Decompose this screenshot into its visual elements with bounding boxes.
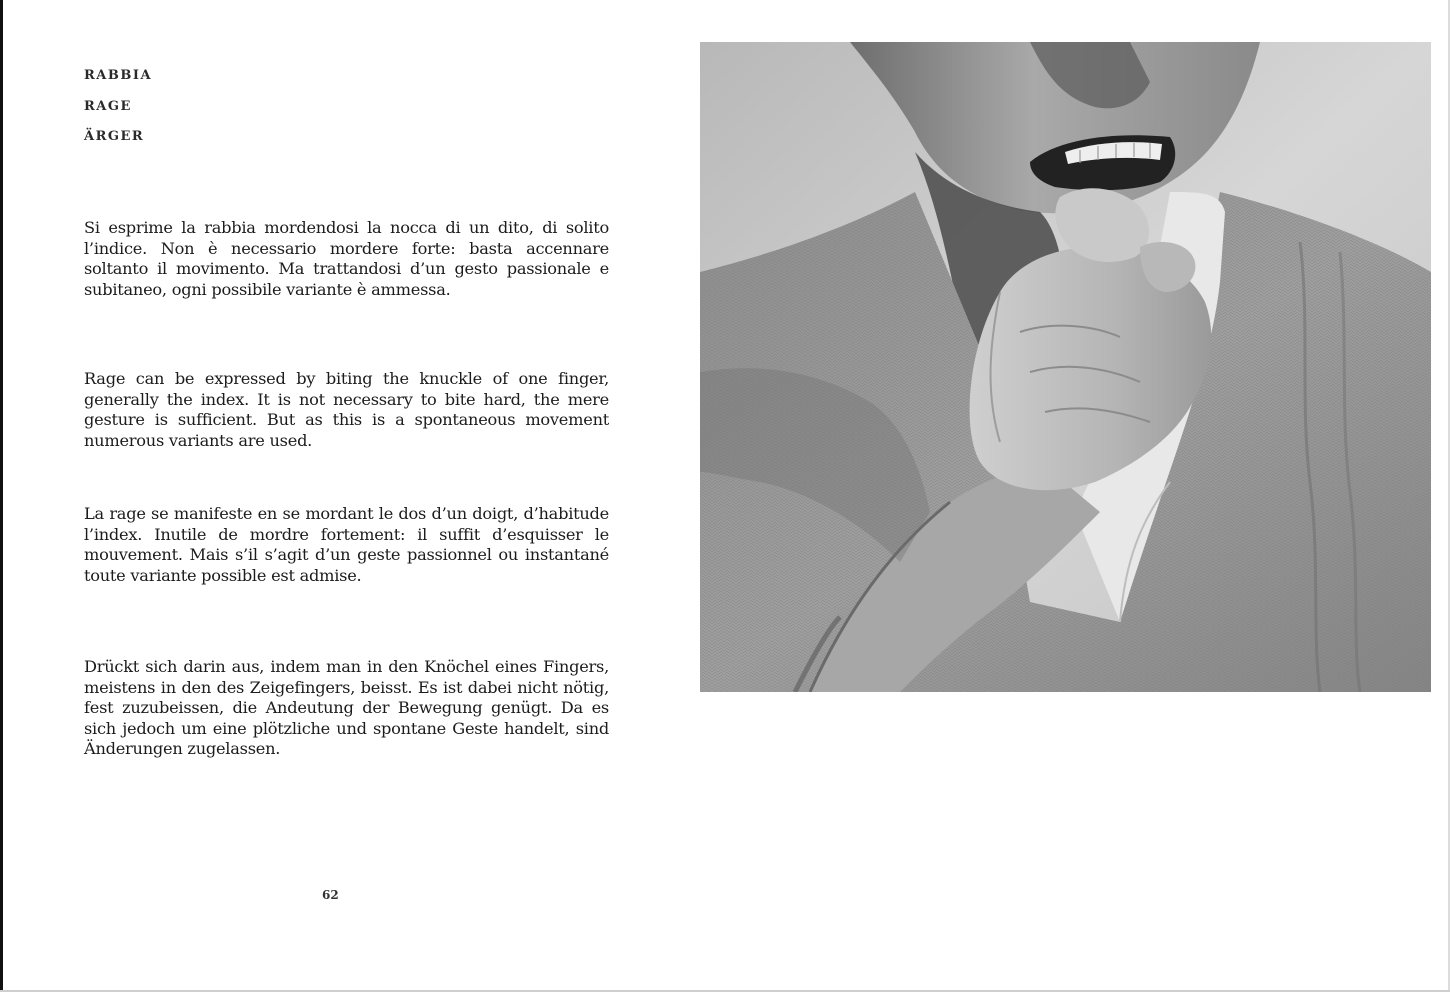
heading-english: RAGE <box>84 98 132 114</box>
entry-headings <box>84 64 152 156</box>
page-number: 62 <box>322 888 339 902</box>
paragraph-german: Drückt sich darin aus, indem man in den Knöchel eines Fingers, meistens in den des Zeigefingers, beisst. Es ist dabei nicht nötig, fest zuzubeissen, die Andeutung der Bewegung genügt. Da es sich jedoch um eine plötzliche und spontane Geste handelt, sind Änderungen zugelassen. <box>84 657 609 759</box>
paragraph-french: La rage se manifeste en se mordant le dos d’un doigt, d’habitude l’index. Inutile de mordre fortement: il suffit d’esquisser le mouvement. Mais s’il s’agit d’un geste passionnel ou instantané toute variante possible est admise. <box>84 504 609 585</box>
photograph-man-biting-knuckle <box>700 42 1431 692</box>
page-edge-left <box>0 0 3 992</box>
paragraph-english: Rage can be expressed by biting the knuckle of one finger, generally the index. It is not necessary to bite hard, the mere gesture is sufficient. But as this is a spontaneous movement numerous variants are used. <box>84 369 609 450</box>
heading-german: ÄRGER <box>84 129 145 144</box>
heading-italian: RABBIA <box>84 68 153 83</box>
paragraph-italian: Si esprime la rabbia mordendosi la nocca di un dito, di solito l’indice. Non è necessario mordere forte: basta accennare soltanto il movimento. Ma trattandosi d’un gesto passionale e subitaneo, ogni possibile variante è ammessa. <box>84 218 609 299</box>
